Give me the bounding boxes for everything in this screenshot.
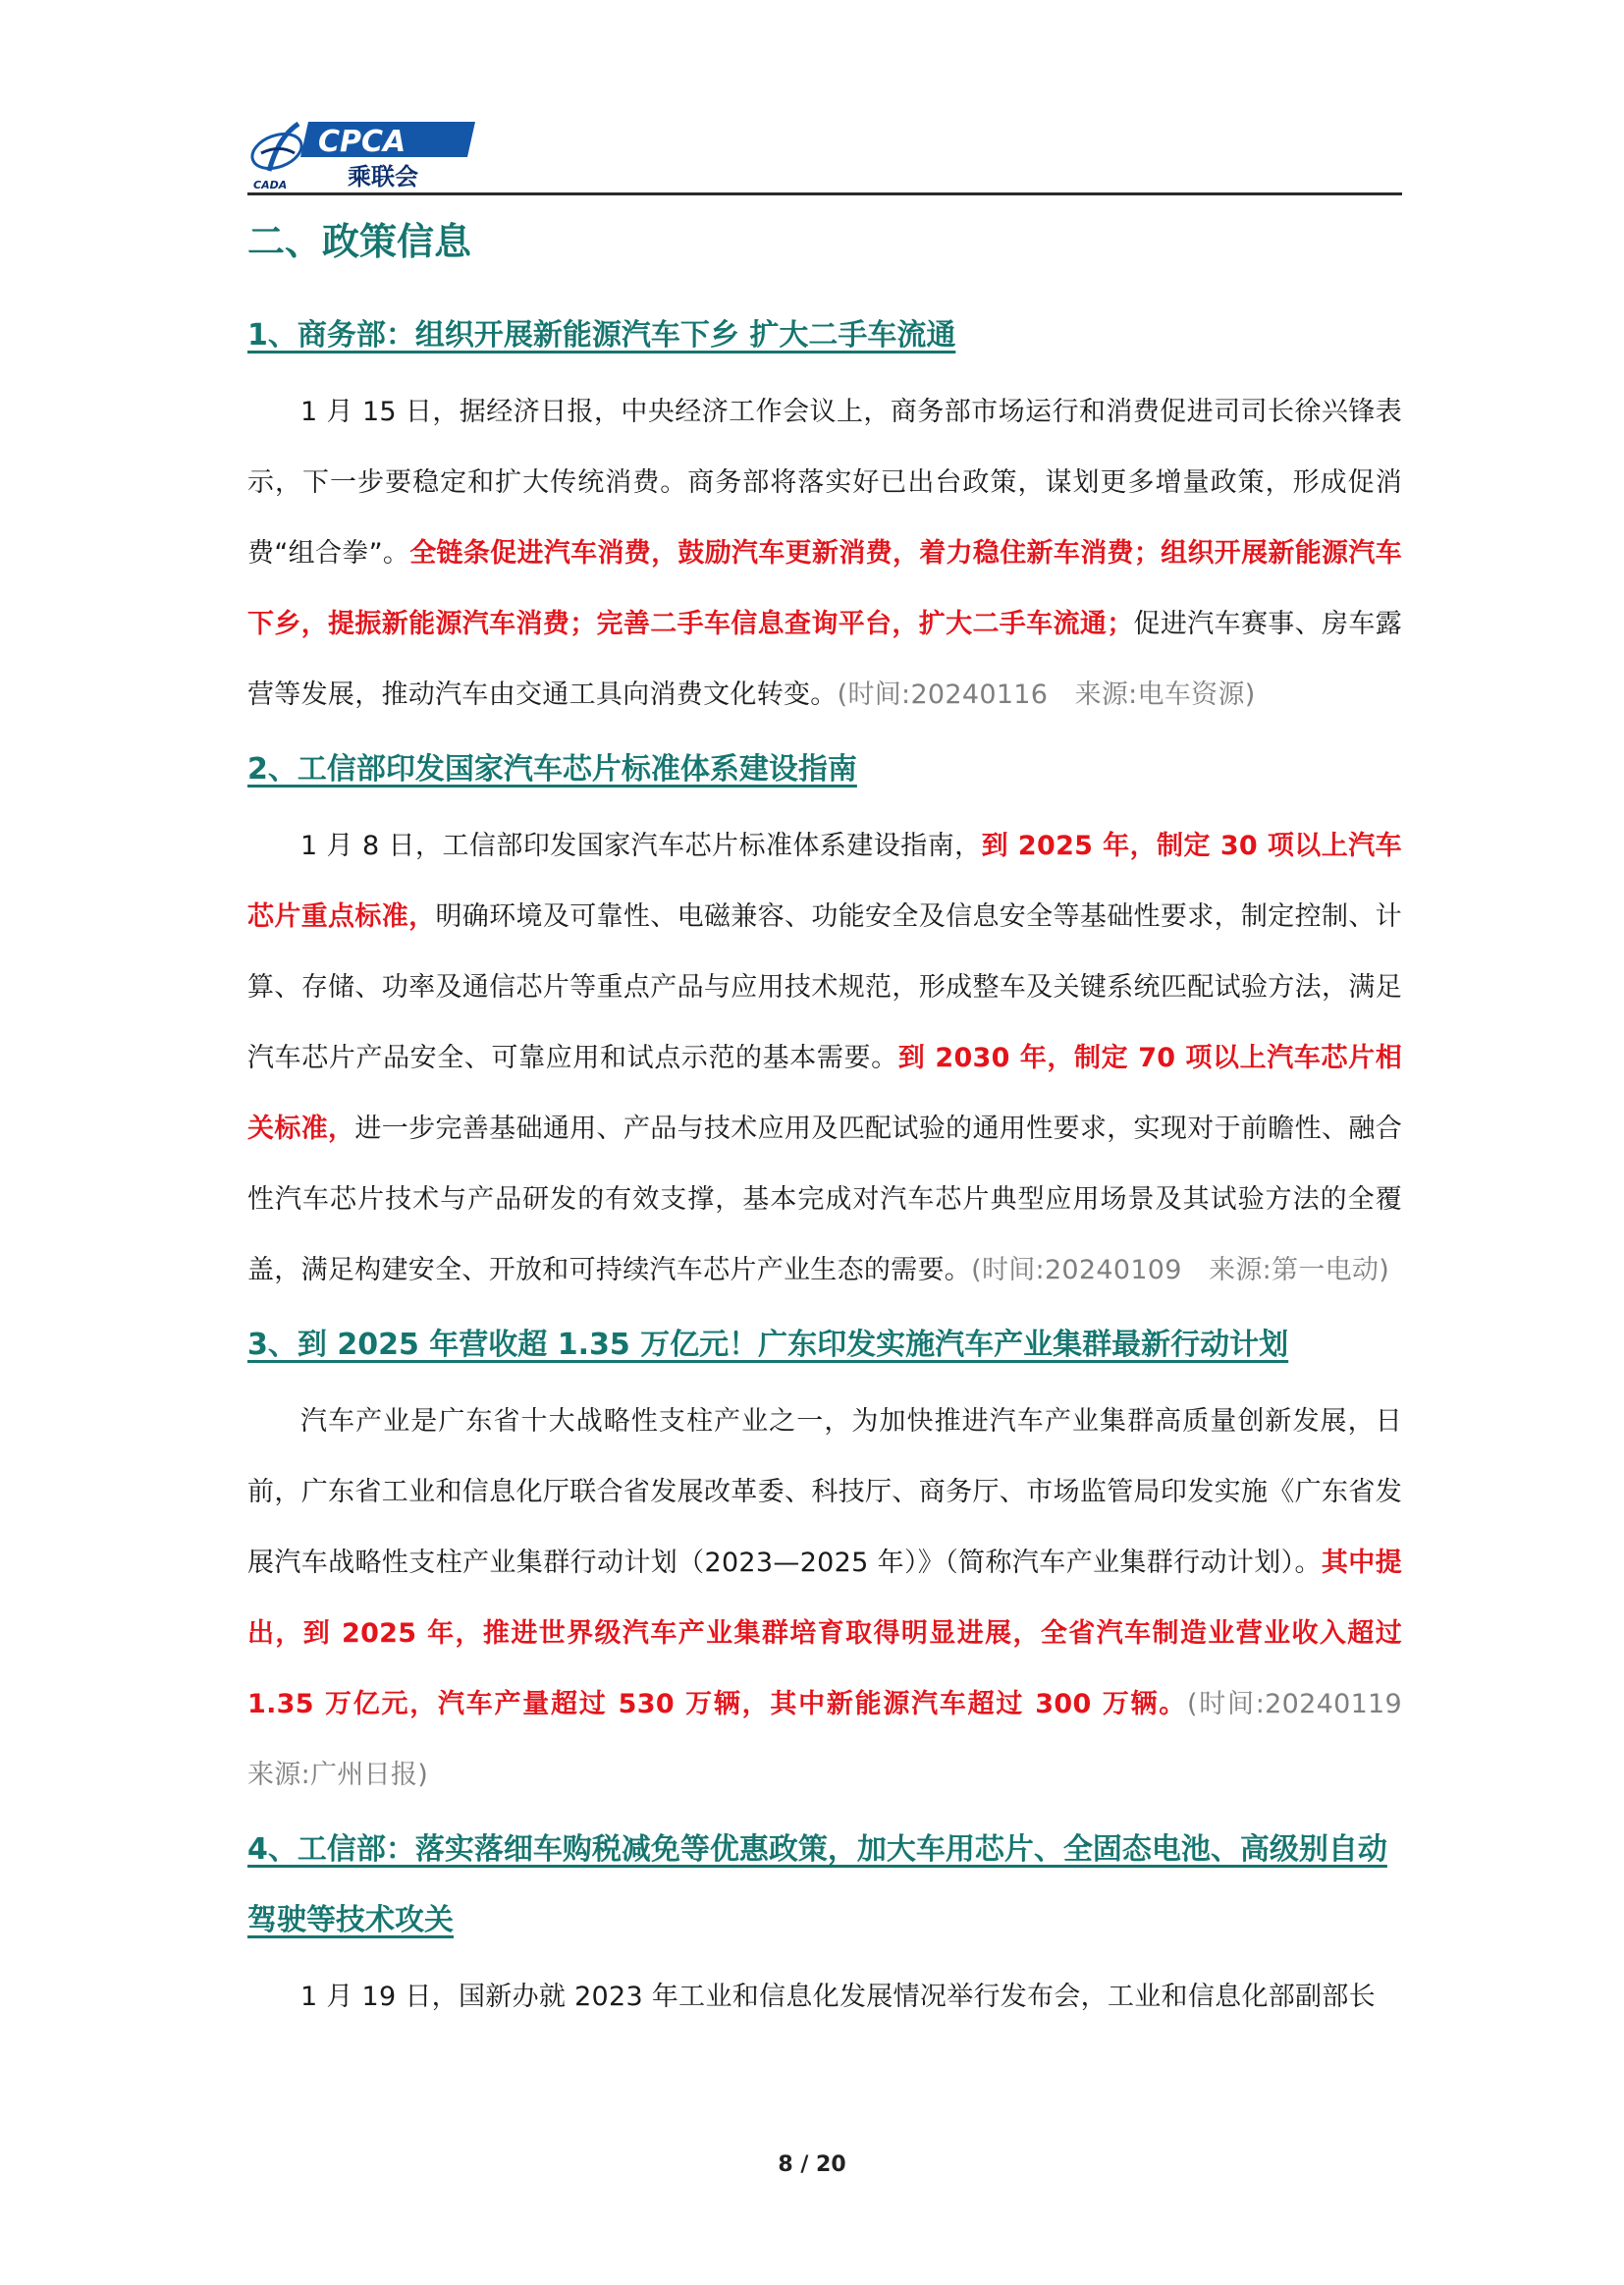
article-3-heading: 3、到 2025 年营收超 1.35 万亿元！广东印发实施汽车产业集群最新行动计划 [247,1328,1289,1362]
article-2-meta: (时间:20240109 来源:第一电动) [971,1255,1390,1285]
cpca-logo [247,114,483,192]
logo-mark-text: CADA [253,179,288,191]
article-2-highlight-2: 到 2030 年，制定 70 项以上汽车芯片相关标准， [247,1043,1402,1144]
logo-text: CPCA [318,125,406,159]
article-4-text: 1 月 19 日，国新办就 2023 年工业和信息化发展情况举行发布会，工业和信息化部副部长 [300,1982,1376,2012]
article-3-body [247,1387,1430,1811]
article-4-body [247,1962,1402,2033]
article-2-text: 1 月 8 日，工信部印发国家汽车芯片标准体系建设指南， [300,831,982,861]
article-3-text: 汽车产业是广东省十大战略性支柱产业之一，为加快推进汽车产业集群高质量创新发展，日前，广东省工业和信息化厅联合省发展改革委、科技厅、商务厅、市场监管局印发实施《广东省发展汽车战略性支柱产业集群行动计划（2023—2025 年）》（简称汽车产业集群行动计划）。 [247,1406,1402,1578]
article-1-text: 1 月 15 日，据经济日报，中央经济工作会议上，商务部市场运行和消费促进司司长徐兴锋表示，下一步要稳定和扩大传统消费。商务部将落实好已出台政策，谋划更多增量政策，形成促消费“组合拳”。 [247,397,1402,569]
article-1-heading: 1、商务部：组织开展新能源汽车下乡 扩大二手车流通 [247,318,956,353]
article-1-body [247,377,1402,731]
article-2-text-3: 进一步完善基础通用、产品与技术应用及匹配试验的通用性要求，实现对于前瞻性、融合性汽车芯片技术与产品研发的有效支撑，基本完成对汽车芯片典型应用场景及其试验方法的全覆盖，满足构建安全、开放和可持续汽车芯片产业生态的需要。 [247,1114,1402,1285]
article-3-meta: (时间:20240119 来源:广州日报) [247,1689,1430,1790]
article-1-meta: (时间:20240116 来源:电车资源) [837,680,1256,710]
article-2-text-2: 明确环境及可靠性、电磁兼容、功能安全及信息安全等基础性要求，制定控制、计算、存储、功率及通信芯片等重点产品与应用技术规范，形成整车及关键系统匹配试验方法，满足汽车芯片产品安全、可靠应用和试点示范的基本需要。 [247,901,1402,1073]
article-4-heading: 4、工信部：落实落细车购税减免等优惠政策，加大车用芯片、全固态电池、高级别自动驾驶等技术攻关 [247,1832,1387,1937]
page-content [247,196,1430,2037]
article-1-text-2: 促进汽车赛事、房车露营等发展，推动汽车由交通工具向消费文化转变。 [247,609,1402,710]
article-1-highlight: 全链条促进汽车消费，鼓励汽车更新消费，着力稳住新车消费；组织开展新能源汽车下乡，提振新能源汽车消费；完善二手车信息查询平台，扩大二手车流通； [247,538,1402,639]
article-2-heading: 2、工信部印发国家汽车芯片标准体系建设指南 [247,752,857,787]
article-2-body [247,811,1402,1306]
section-title: 二、政策信息 [247,220,472,263]
page-header [247,114,1402,196]
page-number: 8 / 20 [778,2152,846,2177]
header-rule [247,192,1402,195]
article-2-highlight: 到 2025 年，制定 30 项以上汽车芯片重点标准， [247,831,1402,932]
logo-sub-cn: 乘联会 [348,163,418,190]
article-3-highlight: 其中提出，到 2025 年，推进世界级汽车产业集群培育取得明显进展，全省汽车制造业营业收入超过 1.35 万亿元，汽车产量超过 530 万辆，其中新能源汽车超过 300 万辆。 [247,1548,1402,1719]
